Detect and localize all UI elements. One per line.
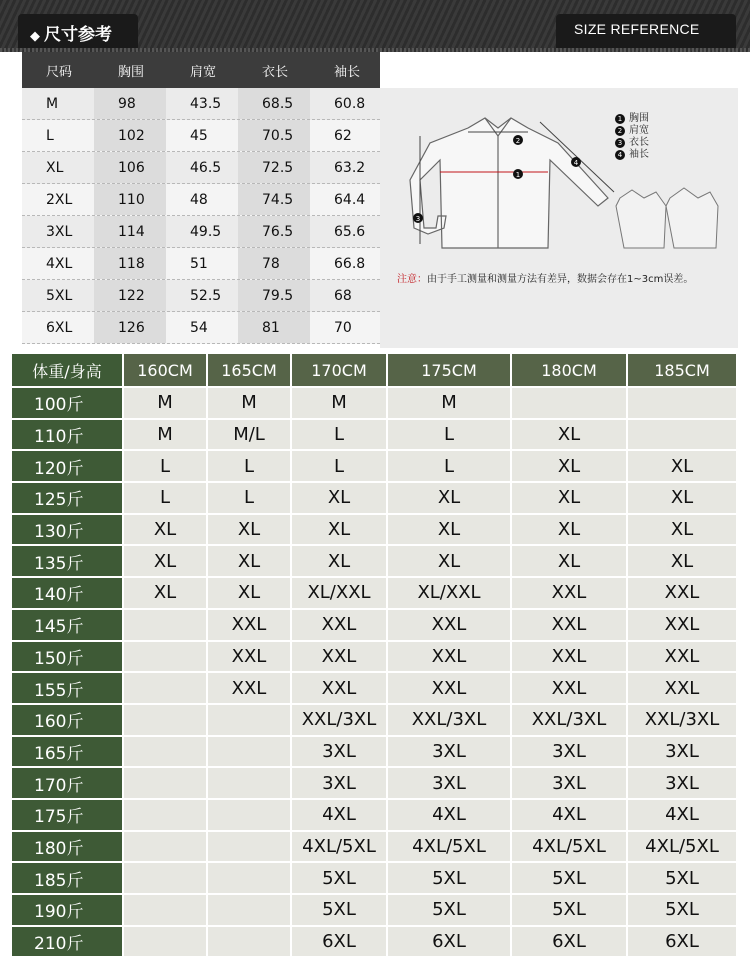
size-cell [208,832,292,864]
weight-label: 170斤 [12,768,124,800]
weight-label: 125斤 [12,483,124,515]
measure-table-header [22,52,380,88]
size-cell: 3XL [292,768,388,800]
size-cell: XXL [512,578,628,610]
size-cell: XXL [628,642,738,674]
size-cell: 4XL/5XL [292,832,388,864]
weight-label: 140斤 [12,578,124,610]
height-header-cell: 185CM [628,354,738,388]
size-cell: XL [292,483,388,515]
size-grid-row [12,546,738,578]
measure-row [22,184,380,216]
measure-cell: 122 [94,280,166,311]
measure-cell: 4XL [46,255,73,272]
size-cell: L [388,451,512,483]
legend-item [615,137,649,149]
size-grid-row [12,832,738,864]
size-cell: XL [124,546,208,578]
measure-cell: 2XL [46,191,73,208]
legend-label: 胸围 [629,113,649,124]
size-grid-header [12,354,738,388]
size-cell [124,737,208,769]
size-cell: 4XL [388,800,512,832]
size-cell: M/L [208,420,292,452]
measure-row [22,120,380,152]
size-grid-row [12,610,738,642]
weight-label: 165斤 [12,737,124,769]
svg-text:4: 4 [573,159,579,167]
size-grid-row [12,863,738,895]
size-cell: 5XL [628,863,738,895]
size-grid [12,354,738,958]
measure-cell: 3XL [46,223,73,240]
measure-cell: 60.8 [334,95,366,112]
size-cell: XXL [628,673,738,705]
height-header-cell: 165CM [208,354,292,388]
size-cell: XL [512,483,628,515]
size-cell: XL [388,515,512,547]
size-cell [208,895,292,927]
size-cell: XXL [208,642,292,674]
weight-label: 145斤 [12,610,124,642]
measure-row [22,248,380,280]
weight-label: 180斤 [12,832,124,864]
size-cell: L [292,451,388,483]
measure-row [22,152,380,184]
size-cell [124,673,208,705]
size-grid-row [12,483,738,515]
size-cell: XL [124,515,208,547]
size-cell: XL [292,515,388,547]
legend-number-icon: 1 [615,114,625,124]
size-grid-row [12,388,738,420]
page-subtitle: SIZE REFERENCE [574,21,700,37]
size-cell: 5XL [388,895,512,927]
shirt-diagram-panel [380,88,738,348]
size-cell: XL/XXL [292,578,388,610]
size-cell: XXL/3XL [628,705,738,737]
size-grid-row [12,927,738,959]
size-cell: 4XL/5XL [628,832,738,864]
measure-cell: 114 [94,216,166,247]
size-cell: XXL [512,610,628,642]
size-cell: L [124,483,208,515]
size-cell [628,388,738,420]
header-banner [0,0,750,52]
note-prefix: 注意： [397,274,427,285]
size-cell [628,420,738,452]
size-cell [208,737,292,769]
weight-label: 210斤 [12,927,124,959]
title-text: 尺寸参考 [44,25,112,45]
weight-label: 155斤 [12,673,124,705]
size-grid-row [12,800,738,832]
weight-label: 185斤 [12,863,124,895]
measure-cell: 6XL [46,319,73,336]
weight-label: 135斤 [12,546,124,578]
size-cell: 5XL [628,895,738,927]
weight-label: 110斤 [12,420,124,452]
size-cell: XXL/3XL [512,705,628,737]
measure-cell: 66.8 [334,255,366,272]
legend-item [615,149,649,161]
size-grid-row [12,768,738,800]
measure-cell: 79.5 [238,280,310,311]
size-cell: XL [388,546,512,578]
size-cell [208,800,292,832]
measure-table-body [22,88,380,344]
size-cell [124,895,208,927]
size-cell: 3XL [512,737,628,769]
size-cell [124,610,208,642]
size-cell: XL [208,578,292,610]
measure-header-cell: 尺码 [46,64,73,80]
size-cell: 3XL [628,768,738,800]
size-cell [208,768,292,800]
weight-label: 120斤 [12,451,124,483]
size-cell: L [124,451,208,483]
size-cell: L [208,483,292,515]
size-cell: XL [124,578,208,610]
size-grid-row [12,895,738,927]
size-cell: XL [512,515,628,547]
size-grid-corner: 体重/身高 [12,354,124,388]
weight-label: 175斤 [12,800,124,832]
height-header-cell: 180CM [512,354,628,388]
size-grid-row [12,515,738,547]
size-cell: XXL [628,610,738,642]
weight-label: 150斤 [12,642,124,674]
size-cell: 4XL [512,800,628,832]
diamond-icon: ◆ [30,29,40,44]
size-cell: XXL [292,673,388,705]
measure-cell: 62 [334,127,352,144]
size-cell: M [388,388,512,420]
size-cell: XL [628,546,738,578]
size-cell: XXL/3XL [388,705,512,737]
measure-cell: 76.5 [238,216,310,247]
size-cell: 5XL [512,863,628,895]
measure-header-cell: 衣长 [262,64,289,80]
legend-item [615,113,649,125]
size-cell: M [292,388,388,420]
svg-text:3: 3 [415,215,421,223]
measure-row [22,312,380,344]
size-cell: XXL [628,578,738,610]
size-cell [124,863,208,895]
measure-cell: 45 [190,127,208,144]
size-cell [124,927,208,959]
measure-cell: 65.6 [334,223,366,240]
size-cell: 5XL [292,863,388,895]
size-cell: 5XL [292,895,388,927]
size-cell: XL [628,515,738,547]
measure-cell: 51 [190,255,208,272]
size-cell: XXL [388,673,512,705]
measure-cell: 46.5 [190,159,222,176]
size-cell: 3XL [512,768,628,800]
size-cell [124,705,208,737]
measure-cell: 126 [94,312,166,343]
size-cell: 3XL [628,737,738,769]
size-grid-row [12,673,738,705]
size-grid-row [12,737,738,769]
measurement-note [397,270,693,285]
height-header-cell: 175CM [388,354,512,388]
size-cell: 4XL [628,800,738,832]
measure-row [22,280,380,312]
measure-cell: 43.5 [190,95,222,112]
measure-row [22,88,380,120]
size-cell: XL [512,420,628,452]
measure-header-cell: 胸围 [118,64,145,80]
size-cell [208,863,292,895]
size-cell [124,642,208,674]
size-cell: XL [292,546,388,578]
size-cell: 6XL [292,927,388,959]
size-grid-row [12,642,738,674]
size-grid-body [12,388,738,958]
weight-label: 160斤 [12,705,124,737]
size-cell: XXL [292,642,388,674]
size-cell: XL [208,546,292,578]
measure-cell: L [46,127,54,144]
measure-cell: 110 [94,184,166,215]
size-grid-row [12,451,738,483]
legend-number-icon: 2 [615,126,625,136]
size-cell [208,927,292,959]
size-grid-row [12,420,738,452]
size-cell: 6XL [388,927,512,959]
size-cell: XXL [208,610,292,642]
page-title [30,20,112,45]
measure-cell: 52.5 [190,287,222,304]
size-cell: XXL [388,642,512,674]
size-cell: L [388,420,512,452]
legend-label: 肩宽 [629,125,649,136]
note-text: 由于手工测量和测量方法有差异，数据会存在1~3cm误差。 [427,274,694,285]
size-cell: XL [628,451,738,483]
size-cell: XXL [388,610,512,642]
measure-cell: 63.2 [334,159,366,176]
size-grid-row [12,705,738,737]
size-cell: 5XL [512,895,628,927]
size-cell: XXL [292,610,388,642]
size-cell: 4XL [292,800,388,832]
svg-text:1: 1 [515,171,521,179]
size-cell: XL [208,515,292,547]
size-cell: L [208,451,292,483]
size-cell [208,705,292,737]
size-cell: M [208,388,292,420]
measure-cell: M [46,95,59,112]
size-cell: M [124,420,208,452]
size-cell: M [124,388,208,420]
size-cell: XL [628,483,738,515]
size-cell: XL [512,546,628,578]
size-cell: XXL [512,642,628,674]
measure-cell: 78 [238,248,310,279]
legend-number-icon: 3 [615,138,625,148]
legend-label: 衣长 [629,137,649,148]
measure-header-cell: 肩宽 [190,64,217,80]
measure-cell: 81 [238,312,310,343]
shirt-diagram-illustration [380,88,738,348]
measure-cell: 70 [334,319,352,336]
measure-cell: 74.5 [238,184,310,215]
measure-cell: 68.5 [238,88,310,119]
weight-label: 130斤 [12,515,124,547]
height-header-cell: 170CM [292,354,388,388]
size-cell: 3XL [388,768,512,800]
size-cell: 4XL/5XL [512,832,628,864]
size-cell: 3XL [292,737,388,769]
measure-cell: 48 [190,191,208,208]
legend-item [615,125,649,137]
measure-cell: 98 [94,88,166,119]
size-cell: XXL [512,673,628,705]
size-cell: XL/XXL [388,578,512,610]
measure-cell: 102 [94,120,166,151]
measure-cell: 68 [334,287,352,304]
size-cell [124,800,208,832]
measure-cell: 49.5 [190,223,222,240]
measure-cell: 64.4 [334,191,366,208]
size-cell: XL [512,451,628,483]
size-cell [512,388,628,420]
size-cell [124,768,208,800]
weight-label: 190斤 [12,895,124,927]
measure-cell: 106 [94,152,166,183]
size-cell [124,832,208,864]
size-cell: 3XL [388,737,512,769]
legend-number-icon: 4 [615,150,625,160]
size-cell: 4XL/5XL [388,832,512,864]
size-cell: 6XL [512,927,628,959]
size-cell: L [292,420,388,452]
svg-text:2: 2 [515,137,521,145]
size-cell: XXL/3XL [292,705,388,737]
measure-cell: 70.5 [238,120,310,151]
measure-cell: 5XL [46,287,73,304]
legend-label: 袖长 [629,149,649,160]
measure-cell: XL [46,159,64,176]
measure-header-cell: 袖长 [334,64,361,80]
size-cell: 5XL [388,863,512,895]
measure-table [22,52,380,344]
measure-cell: 72.5 [238,152,310,183]
measure-cell: 118 [94,248,166,279]
diagram-legend [615,113,649,161]
size-cell: 6XL [628,927,738,959]
size-cell: XXL [208,673,292,705]
size-cell: XL [388,483,512,515]
weight-label: 100斤 [12,388,124,420]
measure-row [22,216,380,248]
size-grid-row [12,578,738,610]
measure-cell: 54 [190,319,208,336]
height-header-cell: 160CM [124,354,208,388]
